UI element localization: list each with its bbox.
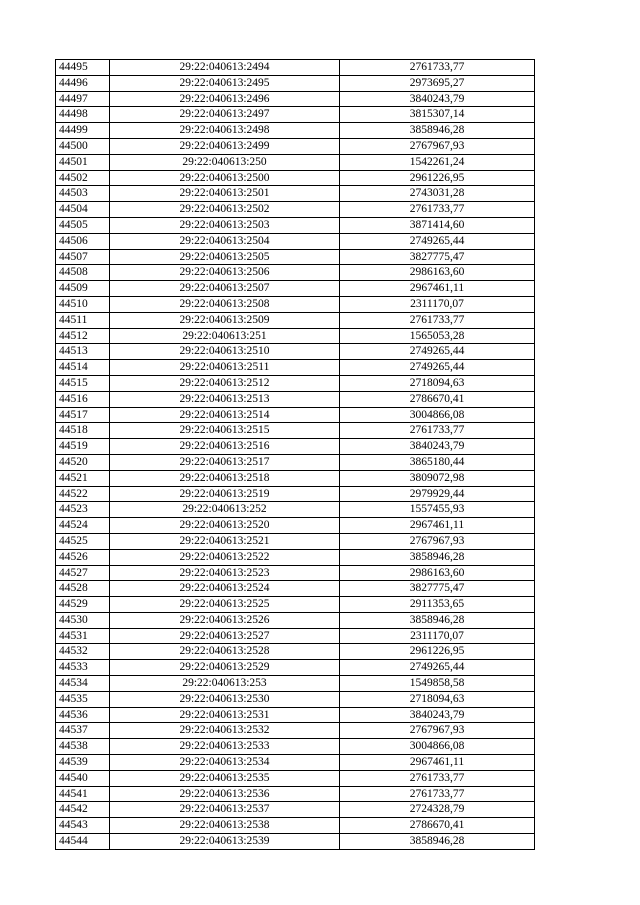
table-row [56, 75, 535, 91]
cadastral-value-cell: 2311170,07 [340, 628, 535, 644]
table-row [56, 233, 535, 249]
cadastral-value-cell: 2761733,77 [340, 60, 535, 76]
row-number-cell: 44508 [56, 265, 110, 281]
cadastral-number-cell: 29:22:040613:2505 [110, 249, 340, 265]
row-number-cell: 44514 [56, 360, 110, 376]
row-number-cell: 44501 [56, 154, 110, 170]
row-number-cell: 44541 [56, 786, 110, 802]
row-number-cell: 44544 [56, 834, 110, 850]
row-number-cell: 44507 [56, 249, 110, 265]
table-row [56, 739, 535, 755]
cadastral-number-cell: 29:22:040613:2520 [110, 518, 340, 534]
row-number-cell: 44532 [56, 644, 110, 660]
cadastral-number-cell: 29:22:040613:2525 [110, 597, 340, 613]
table-row [56, 549, 535, 565]
cadastral-number-cell: 29:22:040613:2496 [110, 91, 340, 107]
row-number-cell: 44524 [56, 518, 110, 534]
table-row [56, 502, 535, 518]
row-number-cell: 44502 [56, 170, 110, 186]
table-row [56, 123, 535, 139]
cadastral-number-cell: 29:22:040613:2529 [110, 660, 340, 676]
cadastral-number-cell: 29:22:040613:2500 [110, 170, 340, 186]
cadastral-value-cell: 3815307,14 [340, 107, 535, 123]
table-row [56, 597, 535, 613]
row-number-cell: 44539 [56, 755, 110, 771]
cadastral-value-cell: 2967461,11 [340, 755, 535, 771]
cadastral-number-cell: 29:22:040613:2535 [110, 770, 340, 786]
table-row [56, 249, 535, 265]
table-row [56, 328, 535, 344]
table-row [56, 107, 535, 123]
table-row [56, 344, 535, 360]
cadastral-value-cell: 2979929,44 [340, 486, 535, 502]
cadastral-number-cell: 29:22:040613:2530 [110, 691, 340, 707]
cadastral-value-cell: 2761733,77 [340, 786, 535, 802]
table-row [56, 60, 535, 76]
table-row [56, 154, 535, 170]
table-row [56, 533, 535, 549]
cadastral-value-cell: 3827775,47 [340, 581, 535, 597]
cadastral-value-cell: 3865180,44 [340, 454, 535, 470]
cadastral-value-cell: 2961226,95 [340, 170, 535, 186]
cadastral-value-cell: 2767967,93 [340, 138, 535, 154]
row-number-cell: 44503 [56, 186, 110, 202]
cadastral-value-cell: 3004866,08 [340, 407, 535, 423]
row-number-cell: 44536 [56, 707, 110, 723]
cadastral-number-cell: 29:22:040613:2515 [110, 423, 340, 439]
row-number-cell: 44512 [56, 328, 110, 344]
table-row [56, 486, 535, 502]
table-row [56, 786, 535, 802]
table-row [56, 391, 535, 407]
cadastral-value-cell: 2967461,11 [340, 518, 535, 534]
cadastral-number-cell: 29:22:040613:2522 [110, 549, 340, 565]
cadastral-value-cell: 2961226,95 [340, 644, 535, 660]
table-row [56, 612, 535, 628]
row-number-cell: 44513 [56, 344, 110, 360]
cadastral-number-cell: 29:22:040613:2534 [110, 755, 340, 771]
cadastral-value-cell: 3004866,08 [340, 739, 535, 755]
row-number-cell: 44498 [56, 107, 110, 123]
cadastral-number-cell: 29:22:040613:2502 [110, 202, 340, 218]
table-row [56, 723, 535, 739]
cadastral-value-cell: 2767967,93 [340, 533, 535, 549]
cadastral-number-cell: 29:22:040613:252 [110, 502, 340, 518]
row-number-cell: 44523 [56, 502, 110, 518]
cadastral-number-cell: 29:22:040613:2533 [110, 739, 340, 755]
row-number-cell: 44533 [56, 660, 110, 676]
cadastral-number-cell: 29:22:040613:2518 [110, 470, 340, 486]
cadastral-number-cell: 29:22:040613:2532 [110, 723, 340, 739]
row-number-cell: 44525 [56, 533, 110, 549]
table-row [56, 770, 535, 786]
cadastral-number-cell: 29:22:040613:2528 [110, 644, 340, 660]
cadastral-value-cell: 2761733,77 [340, 312, 535, 328]
cadastral-value-cell: 2786670,41 [340, 818, 535, 834]
cadastral-value-cell: 2911353,65 [340, 597, 535, 613]
table-row [56, 676, 535, 692]
cadastral-number-cell: 29:22:040613:2526 [110, 612, 340, 628]
row-number-cell: 44537 [56, 723, 110, 739]
table-row [56, 217, 535, 233]
cadastral-number-cell: 29:22:040613:2514 [110, 407, 340, 423]
table-row [56, 644, 535, 660]
table-row [56, 91, 535, 107]
cadastral-value-cell: 2311170,07 [340, 296, 535, 312]
row-number-cell: 44517 [56, 407, 110, 423]
cadastral-value-cell: 2724328,79 [340, 802, 535, 818]
cadastral-value-cell: 2786670,41 [340, 391, 535, 407]
row-number-cell: 44530 [56, 612, 110, 628]
cadastral-number-cell: 29:22:040613:2501 [110, 186, 340, 202]
cadastral-number-cell: 29:22:040613:2538 [110, 818, 340, 834]
row-number-cell: 44515 [56, 375, 110, 391]
row-number-cell: 44504 [56, 202, 110, 218]
table-row [56, 581, 535, 597]
table-row [56, 360, 535, 376]
cadastral-value-cell: 2749265,44 [340, 360, 535, 376]
row-number-cell: 44542 [56, 802, 110, 818]
row-number-cell: 44538 [56, 739, 110, 755]
row-number-cell: 44521 [56, 470, 110, 486]
cadastral-number-cell: 29:22:040613:2519 [110, 486, 340, 502]
cadastral-value-cell: 1565053,28 [340, 328, 535, 344]
cadastral-number-cell: 29:22:040613:2523 [110, 565, 340, 581]
table-row [56, 186, 535, 202]
cadastral-number-cell: 29:22:040613:2511 [110, 360, 340, 376]
row-number-cell: 44540 [56, 770, 110, 786]
table-body [56, 60, 535, 850]
cadastral-value-cell: 2749265,44 [340, 344, 535, 360]
row-number-cell: 44497 [56, 91, 110, 107]
row-number-cell: 44535 [56, 691, 110, 707]
cadastral-value-cell: 3858946,28 [340, 612, 535, 628]
row-number-cell: 44529 [56, 597, 110, 613]
cadastral-number-cell: 29:22:040613:2503 [110, 217, 340, 233]
cadastral-value-cell: 2761733,77 [340, 423, 535, 439]
cadastral-value-cell: 3858946,28 [340, 549, 535, 565]
cadastral-value-cell: 3840243,79 [340, 439, 535, 455]
table-row [56, 202, 535, 218]
cadastral-number-cell: 29:22:040613:2494 [110, 60, 340, 76]
cadastral-number-cell: 29:22:040613:2499 [110, 138, 340, 154]
table-row [56, 660, 535, 676]
table-row [56, 707, 535, 723]
cadastral-number-cell: 29:22:040613:2510 [110, 344, 340, 360]
row-number-cell: 44518 [56, 423, 110, 439]
row-number-cell: 44500 [56, 138, 110, 154]
cadastral-value-cell: 2749265,44 [340, 233, 535, 249]
row-number-cell: 44505 [56, 217, 110, 233]
row-number-cell: 44506 [56, 233, 110, 249]
cadastral-value-cell: 3840243,79 [340, 91, 535, 107]
cadastral-number-cell: 29:22:040613:2521 [110, 533, 340, 549]
row-number-cell: 44534 [56, 676, 110, 692]
table-row [56, 565, 535, 581]
cadastral-value-cell: 3827775,47 [340, 249, 535, 265]
row-number-cell: 44527 [56, 565, 110, 581]
cadastral-number-cell: 29:22:040613:2516 [110, 439, 340, 455]
cadastral-number-cell: 29:22:040613:2512 [110, 375, 340, 391]
cadastral-value-cell: 2718094,63 [340, 691, 535, 707]
cadastral-number-cell: 29:22:040613:2495 [110, 75, 340, 91]
cadastral-value-cell: 1549858,58 [340, 676, 535, 692]
table-row [56, 755, 535, 771]
cadastral-value-cell: 3840243,79 [340, 707, 535, 723]
cadastral-value-cell: 3871414,60 [340, 217, 535, 233]
cadastral-number-cell: 29:22:040613:2527 [110, 628, 340, 644]
cadastral-number-cell: 29:22:040613:2513 [110, 391, 340, 407]
cadastral-number-cell: 29:22:040613:2498 [110, 123, 340, 139]
row-number-cell: 44522 [56, 486, 110, 502]
cadastral-number-cell: 29:22:040613:2517 [110, 454, 340, 470]
cadastral-value-cell: 2973695,27 [340, 75, 535, 91]
row-number-cell: 44499 [56, 123, 110, 139]
cadastral-number-cell: 29:22:040613:251 [110, 328, 340, 344]
table-row [56, 375, 535, 391]
cadastral-value-table [55, 59, 535, 850]
table-row [56, 265, 535, 281]
row-number-cell: 44528 [56, 581, 110, 597]
cadastral-number-cell: 29:22:040613:2504 [110, 233, 340, 249]
cadastral-value-cell: 2986163,60 [340, 265, 535, 281]
table-row [56, 518, 535, 534]
row-number-cell: 44520 [56, 454, 110, 470]
table-row [56, 628, 535, 644]
row-number-cell: 44526 [56, 549, 110, 565]
table-row [56, 407, 535, 423]
table-row [56, 312, 535, 328]
cadastral-value-cell: 2767967,93 [340, 723, 535, 739]
cadastral-number-cell: 29:22:040613:2536 [110, 786, 340, 802]
table-row [56, 138, 535, 154]
table-row [56, 296, 535, 312]
cadastral-number-cell: 29:22:040613:2509 [110, 312, 340, 328]
cadastral-number-cell: 29:22:040613:2531 [110, 707, 340, 723]
row-number-cell: 44519 [56, 439, 110, 455]
cadastral-number-cell: 29:22:040613:253 [110, 676, 340, 692]
cadastral-value-cell: 2743031,28 [340, 186, 535, 202]
cadastral-value-cell: 2718094,63 [340, 375, 535, 391]
row-number-cell: 44510 [56, 296, 110, 312]
row-number-cell: 44531 [56, 628, 110, 644]
cadastral-value-cell: 3809072,98 [340, 470, 535, 486]
cadastral-value-cell: 2761733,77 [340, 202, 535, 218]
table-row [56, 818, 535, 834]
cadastral-number-cell: 29:22:040613:2497 [110, 107, 340, 123]
cadastral-value-cell: 1542261,24 [340, 154, 535, 170]
row-number-cell: 44495 [56, 60, 110, 76]
row-number-cell: 44543 [56, 818, 110, 834]
table-row [56, 454, 535, 470]
cadastral-number-cell: 29:22:040613:2508 [110, 296, 340, 312]
cadastral-value-cell: 1557455,93 [340, 502, 535, 518]
cadastral-number-cell: 29:22:040613:2507 [110, 281, 340, 297]
row-number-cell: 44496 [56, 75, 110, 91]
table-row [56, 423, 535, 439]
cadastral-value-cell: 2986163,60 [340, 565, 535, 581]
table-row [56, 470, 535, 486]
table-row [56, 834, 535, 850]
cadastral-value-cell: 3858946,28 [340, 834, 535, 850]
table-row [56, 802, 535, 818]
cadastral-number-cell: 29:22:040613:2506 [110, 265, 340, 281]
row-number-cell: 44511 [56, 312, 110, 328]
cadastral-value-cell: 2967461,11 [340, 281, 535, 297]
cadastral-value-cell: 2749265,44 [340, 660, 535, 676]
cadastral-number-cell: 29:22:040613:250 [110, 154, 340, 170]
table-row [56, 439, 535, 455]
table-row [56, 281, 535, 297]
cadastral-number-cell: 29:22:040613:2539 [110, 834, 340, 850]
cadastral-number-cell: 29:22:040613:2524 [110, 581, 340, 597]
cadastral-number-cell: 29:22:040613:2537 [110, 802, 340, 818]
cadastral-value-cell: 3858946,28 [340, 123, 535, 139]
row-number-cell: 44516 [56, 391, 110, 407]
table-row [56, 170, 535, 186]
cadastral-value-cell: 2761733,77 [340, 770, 535, 786]
table-row [56, 691, 535, 707]
row-number-cell: 44509 [56, 281, 110, 297]
